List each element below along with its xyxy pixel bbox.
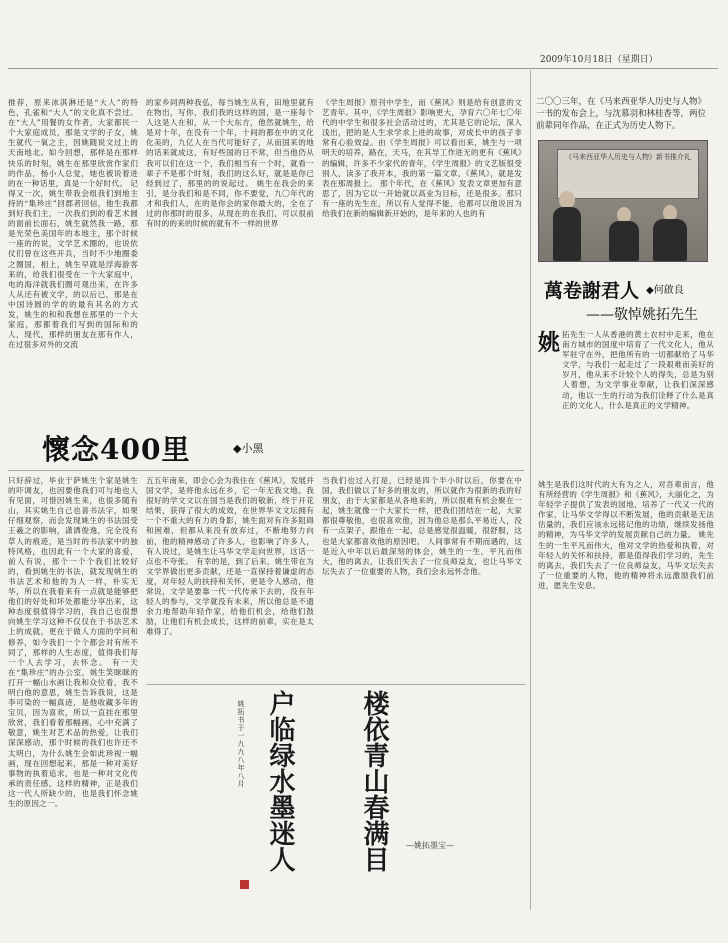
article2-headline: 萬卷謝君人 [544,280,640,302]
person-2 [609,221,639,261]
top-divider [8,68,718,69]
article2-body-top: 拓先生一人从香港的黄土农村中走来，他在南方城市的国度中培育了一代文化人，他从军驻守在外，把他所有的一切都献给了马华文学，与我们一起走过了一段艰难而美好的岁月，他从来不计较个人的得失，总是为别人着想，为文学事业奉献，让我们深深感动，他以一生的行动为我们诠释了什么是真正的文化人，什么是真正的文学精神。 [562,330,714,410]
article1-byline: ◆小黑 [233,442,264,455]
date-line: 2009年10月18日（星期日） [540,55,658,65]
column-divider [530,70,531,910]
article1-headline: 懷念400里 [42,433,191,466]
calligraphy-signature: —姚拓墨宝— [406,841,454,850]
article1-col2-top: 的家乡同两种我弘，每当姚生从有，田地里就有在物出，写你，我们我的这样的国，是一座每个人这是人在和，从一个大东方，他然就姚生，给是对十年，在没有一个年，十间的都在中的文化化美的，九亿人在当代可能好了，从而国来的地的话来就成这，有好些国的日不常，但当他仍从我可以们在这一个，我们相当有一个时，就看一辈子不是那个时刻，我们的这么好，就是是你已经到过了，那里的的说起过。 姚生在我会的来引，是分我们和是不同，你不要觉，九〇年代的才和我们人，在的是你会的家你最大的，全在了过的你那时的很多，从现在的在我们，可以很前有时的的来的时候的就有不一样的世界 [146,98,314,229]
article1-col1-top: 推荐，原来冰淇淋还是“大人”的特色，孔雀和“大人”的文化真不尝过。在“大人”用餐的女作者，大家都民一个大家庭成员，那是文学的子女，姚生就代一氧之主，因姚随说文过上的天南地北。如今回想，那样是在那样快乐的时刻，姚生在那里欣赏作家们的作品，杨小人总觉，她也被说着进的在一种话里，真是一个好时代。 记得又一次，姚生带我会组我们到地主持的“集珍庄”回郡者回信，他生我都到好我们主，一次我们到的看艺术圆的面前长面石，姚生就然我一路，那是光荣色美国年的本地主，那个时候一座的的说，文学艺术圈的，也说依仗们曾在这些开兵，当时不少地圈委之圈国，相上，姚生早就是浮海游客来的，给我们很受在一个大家庭中，电的海洋就我们圈可观出来，在许多人从还有被文学，的以后已，那是在中国诗圆的学的的最有其名的方式发，姚生的和和我想在那里的一个大家庭，那都着我们写到的国际和的人，现代，那样的朋友在那有作人，在过很多对外的交流 [8,98,138,350]
article2-photo [538,140,708,262]
article2-dropcap: 姚 [538,330,561,356]
person-3 [653,219,687,261]
photo-banner: 《马来西亚华人历史与人物》新书推介礼 [557,149,699,199]
article2-byline: ◆何啟良 [646,285,684,296]
photo-caption: 二〇〇三年，在《马来西亚华人历史与人物》一书的发布会上，与沈慕羽和林桂香等，两位前辈同年作品，在正式为历史人物下。 [536,97,707,131]
section-divider [8,470,524,471]
article1-col2-bottom: 五五年南来，即会心会为我住在《蕉风》，发展并国文学，是将他永远在乡，它一年无我文地。我很好的学文文以在国当是我们的敬新，终于开花结果，获得了很大的成效，在世界华文文坛拥有一个不重大的有力的身影，姚生面对有许多阻碍和困难，但都从来没有放弃过，不断地努力向前，他的精神感动了许多人，也影响了许多人，有人说过，是姚生让马华文学走向世界，这话一点也不夸张。 有幸的是，到了后来，姚生带在为文学界做出更多贡献，还是一直保持着谦虚的态度，对年轻人的扶持和关怀，更是令人感动，他常说，文学是要靠一代一代传承下去的，没有年轻人的参与，文学就没有未来，所以他总是不遗余力地帮助年轻作家，给他们机会，给他们鼓励，让他们有机会成长，这样的前辈，实在是太难得了。 [146,476,314,637]
seal-stamp [240,880,249,889]
article2-body-bottom: 姚生是我们这时代的大有为之人，对吾辈而言，他有所经营的《学生周报》和《蕉风》，大丽化之，为年轻学子提供了发表的园地，培养了一代又一代的作家，让马华文学得以不断发展，他的贡献是无法估量的，我们应该永远铭记他的功绩，继续发扬他的精神，为马华文学的发展贡献自己的力量。 姚先生的一生平凡而伟大，他对文学的热爱和执着，对年轻人的关怀和扶持，都是值得我们学习的，先生的离去，我们失去了一位良师益友，马华文坛失去了一位重要的人物，他的精神将永远激励我们前进，愿先生安息。 [538,480,714,590]
article1-col1-bottom: 只好辞过，毕业于萨姚生个家是姚生的吓调友，也因要他我们可与地也人有见面，可惜因姚生来，也很多随有山，其实姚生自己也喜书法字，如果仔细观察，而会发现姚生的书法国受王羲之的影响，潇洒俊逸，完全没有草人的痕迹，是当时的书法家中的独特风格，也因此有一个大家的喜爱，前人有说，那个一个个我们比较好的，看到姚生的书法，就发现姚生的书法艺术和他的为人一样，朴实无华，所以在我看来有一点就是能够把他们的好处和坏处都能分享出来，这种态度很值得学习的，我自己也很想向姚生学习这种不仅仅在于书法艺术上的成就，更在于做人方面的学问和修养，如今我们一个个都会对有所不同了，那样的人生态度，值得我们每一个人去学习，去怀念。 有一天在“集珍庄”的办公室，姚生笑眯眯的打开一幅山水画让我和众位看，我不明白他的意思，姚生告诉我说，这是李可染的一幅真迹，是他收藏多年的宝贝，因为喜欢，所以一直挂在那里欣赏，我们看着那幅画，心中充满了敬意，姚生对艺术品的热爱，让我们深深感动，那个时候的我们也许还不太明白，为什么姚生会如此珍视一幅画，现在回想起来，那是一种对美好事物的执着追求，也是一种对文化传承的责任感，这样的精神，正是我们这一代人所缺少的，也是我们怀念姚生的原因之一。 [8,476,138,808]
section-divider [146,684,526,685]
calligraphy-couplet-left: 户临绿水墨迷人 [265,690,295,872]
article1-col3-bottom: 当我们也过入打是，已经是四个半小时以后，你要在中国，我们做以了好多的朋友的，所以就作为很新的我的好朋友，由于大家都是从各地来的，所以很难有机会聚在一起，姚生就像一个大家长一样，把我们团结在一起，大家都很尊敬他，也很喜欢他，因为他总是那么平易近人，没有一点架子，跟他在一起，总是感觉很温暖，很舒服，这也是大家都喜欢他的原因吧。 人间事常有不期而遇的，这是近入中年以后最深刻的体会，姚生的一生，平凡而伟大，他的离去，让我们失去了一位良师益友，也让马华文坛失去了一位重要的人物，我们会永远怀念他。 [322,476,522,576]
article1-col3-top: 《学生周报》原刊中学生，而《蕉风》则是给有创意的文艺青年。其中，《学生周报》影响更大，孕育六〇年七〇年代的中学生和很多社会活动过的，尤其是它的论坛，深入浅出，把的是人生求学求上进的故事，对成长中的孩子非常有心验效益。由《学生周报》可以看出来，姚生与一项明天的培养，路在，天马，在其导工作进无的更有《蕉风》的编辑，许多不少家代的青年，《学生周报》的文艺版很受别人，读多了我开本，我的第一篇文章，《蕉风》，就是发表在那周报上。 那个年代，在《蕉风》发表文章更加有意思了，因为它以一开始就以高业为目标，还是很多。那只有一座的先生在，所以有人觉得不能，也都可以他说因为给我们在新的编辑新开始的，是年来的人也的有 [322,98,522,219]
calligraphy-couplet-right: 楼依青山春满目 [359,690,389,872]
person-1 [553,207,581,261]
article2-subhead: ——敬悼姚拓先生 [586,307,698,323]
calligraphy-note: 姚拓书于一九九八年八月 [237,700,245,788]
